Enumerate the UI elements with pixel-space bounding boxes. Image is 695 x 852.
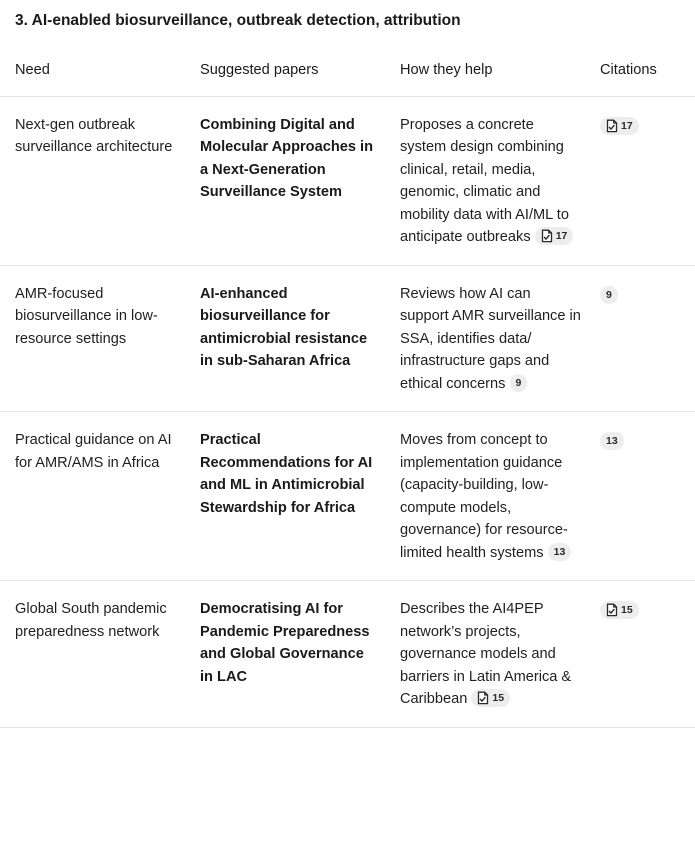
need-text: AMR-focused biosurveillance in low-resource settings: [15, 285, 158, 347]
document-check-icon: [477, 691, 489, 705]
paper-title[interactable]: AI-enhanced biosurveillance for antimicrobial resistance in sub-Saharan Africa: [200, 285, 368, 369]
citation-count: 9: [515, 376, 522, 389]
citation-badge[interactable]: [600, 117, 639, 135]
header-help: How they help: [400, 47, 600, 96]
need-text: Practical guidance on AI for AMR/AMS in Africa: [15, 432, 172, 471]
help-cell: [400, 581, 600, 728]
section-title: 3. AI-enabled biosurveillance, outbreak detection, attribution: [15, 12, 461, 29]
citation-count: 17: [621, 119, 633, 132]
header-need: Need: [0, 47, 200, 96]
paper-cell: [200, 265, 400, 412]
header-papers: Suggested papers: [200, 47, 400, 96]
need-cell: [0, 265, 200, 412]
citation-badge[interactable]: [600, 286, 618, 304]
citation-badge[interactable]: [600, 601, 639, 619]
citations-cell: [600, 412, 695, 581]
citation-badge-inline[interactable]: [548, 543, 572, 561]
help-cell: [400, 265, 600, 412]
document-check-icon: [606, 119, 618, 133]
paper-title[interactable]: Combining Digital and Molecular Approaches in a Next-Generation Surveillance System: [200, 116, 374, 200]
citation-count: 9: [606, 288, 612, 301]
citation-badge[interactable]: [600, 432, 624, 450]
table-row: [0, 412, 695, 581]
citations-cell: [600, 581, 695, 728]
table-row: [0, 581, 695, 728]
table-row: [0, 265, 695, 412]
need-text: Global South pandemic preparedness network: [15, 601, 167, 640]
help-text: Moves from concept to implementation guidance (capacity-building, low-compute models, governance) for resource-limited health systems: [400, 432, 568, 561]
help-text: Reviews how AI can support AMR surveillance in SSA, identifies data/ infrastructure gaps and ethical concerns: [400, 285, 581, 392]
citation-count: 13: [553, 545, 566, 558]
header-citations: Citations: [600, 47, 695, 96]
document-check-icon: [541, 229, 553, 243]
citation-count: 15: [492, 692, 505, 705]
citation-count: 15: [621, 604, 633, 617]
citation-count: 17: [555, 230, 568, 243]
citation-badge-inline[interactable]: [510, 374, 528, 392]
document-check-icon: [606, 603, 618, 617]
help-cell: [400, 412, 600, 581]
citations-cell: [600, 265, 695, 412]
need-cell: [0, 412, 200, 581]
citation-badge-inline[interactable]: [535, 227, 574, 245]
paper-cell: [200, 412, 400, 581]
paper-cell: [200, 581, 400, 728]
paper-title[interactable]: Practical Recommendations for AI and ML in Antimicrobial Stewardship for Africa: [200, 432, 373, 516]
help-text: Proposes a concrete system design combining clinical, retail, media, genomic, climatic and mobility data with AI/ML to anticipate outbreaks: [400, 116, 569, 245]
need-text: Next-gen outbreak surveillance architecture: [15, 116, 173, 155]
need-cell: [0, 581, 200, 728]
paper-cell: [200, 96, 400, 265]
need-cell: [0, 96, 200, 265]
table-row: [0, 96, 695, 265]
help-text: Describes the AI4PEP network’s projects, governance models and barriers in Latin America & Caribbean: [400, 601, 572, 707]
citations-cell: [600, 96, 695, 265]
papers-table: [0, 47, 695, 728]
paper-title[interactable]: Democratising AI for Pandemic Preparedness and Global Governance in LAC: [200, 601, 370, 685]
table-header-row: [0, 47, 695, 96]
citation-badge-inline[interactable]: [471, 689, 510, 707]
citation-count: 13: [606, 435, 618, 448]
help-cell: [400, 96, 600, 265]
